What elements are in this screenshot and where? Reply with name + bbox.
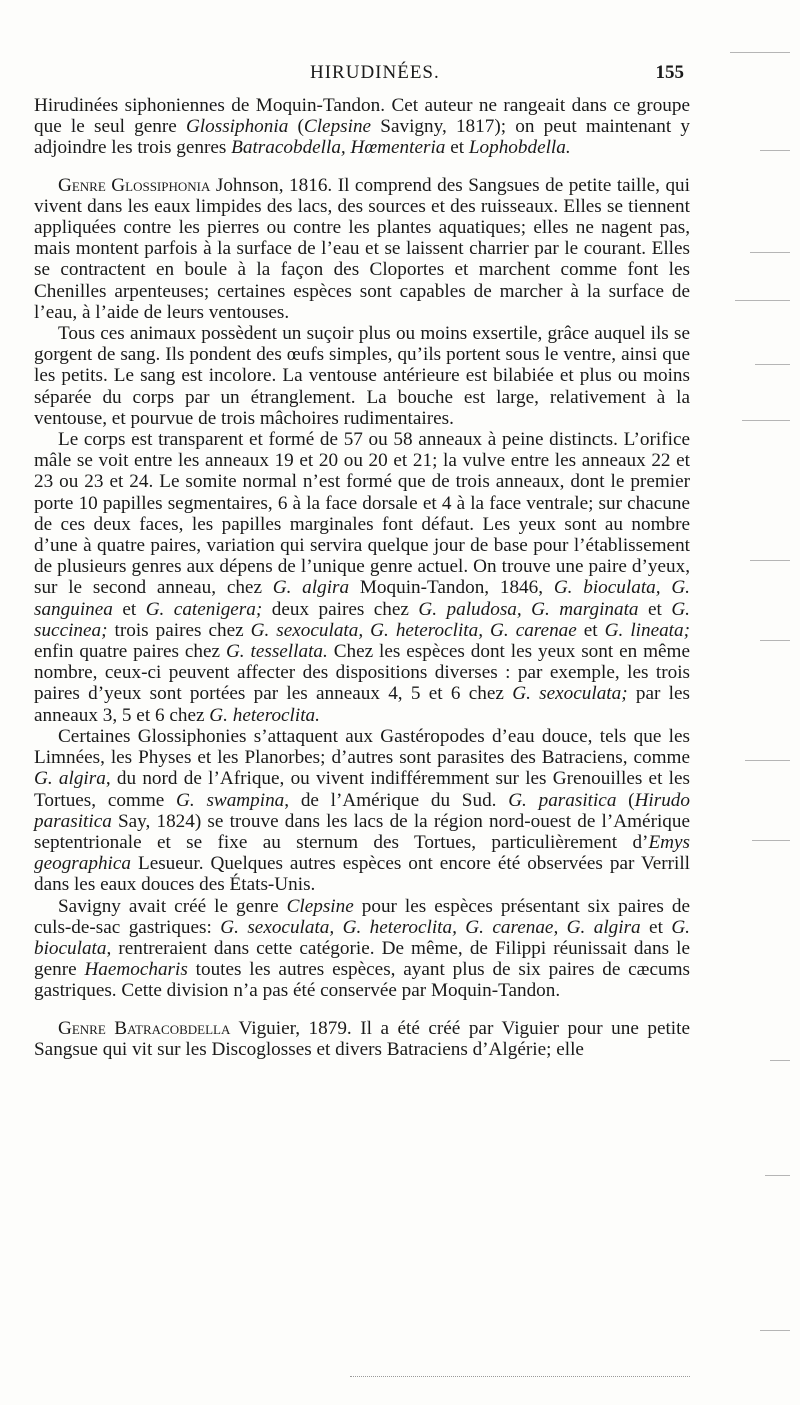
text-run: G. parasitica <box>508 789 617 811</box>
text-run: Say, 1824) se trouve dans les lacs de la région nord-ouest de l’Amérique septentrionale et se fixe au sternum des Tortues, particulièrement d’ <box>34 810 690 853</box>
text-run: , de l’Amérique du Sud. <box>284 789 509 811</box>
text-run: G. swampina <box>176 789 285 811</box>
text-run: par les anneaux 3, 5 et 6 chez <box>34 683 690 726</box>
text-run: Lesueur. Quelques autres espèces ont encore été observées par Verrill dans les eaux douces des États-Unis. <box>34 853 690 896</box>
text-run: Genre Glossiphonia <box>58 174 211 196</box>
running-head: HIRUDINÉES. <box>310 62 440 83</box>
paragraph-gap <box>34 159 690 175</box>
text-run: , rentreraient dans cette catégorie. De même, de Filippi réunissait dans le genre <box>34 937 690 981</box>
text-run: Le corps est transparent et formé de 57 ou 58 anneaux à peine distincts. L’orifice mâle se voit entre les anneaux 19 et 20 ou 20 et 21; la vulve entre les anneaux 22 et 23 ou 23 et 24. Le somite normal n’est formé que de trois anneaux, dont le premier porte 10 papilles segmentaires, 6 à la face dorsale et 4 à la face ventrale; sur chacune de ces deux faces, les papilles marginales font défaut. Les yeux sont au nombre d’une à quatre paires, variation qui servira quelque jour de base pour l’établissement de plusieurs genres aux dépens de l’unique genre actuel. On trouve une paire d’yeux, sur le second anneau, chez <box>34 429 690 599</box>
body-text <box>34 95 690 1060</box>
page-header <box>34 62 684 90</box>
text-run: Certaines Glossiphonies s’attaquent aux Gastéropodes d’eau douce, tels que les Limnées, les Physes et les Planorbes; d’autres sont parasites des Batraciens, comme <box>34 725 690 769</box>
text-run: Genre Batracobdella <box>58 1017 231 1039</box>
text-run: et <box>576 619 605 641</box>
paragraph <box>34 726 690 896</box>
text-run: pour les espèces présentant six paires de culs-de-sac gastriques: <box>34 895 691 938</box>
text-run: Hirudo parasitica <box>34 789 690 832</box>
text-run: et <box>640 916 672 938</box>
text-run: ( <box>616 789 635 811</box>
page-number: 155 <box>655 62 684 83</box>
text-run: Clepsine <box>286 895 354 917</box>
bottom-scan-marks <box>350 1376 690 1379</box>
text-run: Savigny avait créé le genre <box>58 895 287 917</box>
text-run: Hirudinées siphoniennes de Moquin-Tandon. Cet auteur ne rangeait dans ce groupe que le seul genre <box>34 95 690 138</box>
text-run: Clepsine <box>303 116 372 138</box>
paragraph <box>34 1018 690 1060</box>
text-run: G. algira <box>34 768 106 790</box>
text-run: Batracobdella, Hœmenteria <box>231 137 446 159</box>
paragraph <box>34 896 690 1002</box>
text-run: Savigny, 1817); on peut maintenant y adjoindre les trois genres <box>34 116 690 159</box>
text-run: G. lineata; <box>604 619 690 641</box>
text-run: , du nord de l’Afrique, ou vivent indifféremment sur les Grenouilles et les Tortues, comme <box>34 768 690 811</box>
text-run: Tous ces animaux possèdent un suçoir plus ou moins exsertile, grâce auquel ils se gorgent de sang. Ils pondent des œufs simples, qu’ils portent sous le ventre, ainsi que les petits. Le sang est incolore. La ventouse antérieure est bilabiée et plus ou moins séparée du corps par un étranglement. La bouche est large, relativement à la ventouse, et pourvue de trois mâchoires rudimentaires. <box>34 323 690 429</box>
text-run: G. sexoculata; <box>512 683 628 705</box>
paragraph <box>34 175 690 323</box>
text-run: enfin quatre paires chez <box>34 641 226 663</box>
text-run: G. bioculata <box>34 916 690 959</box>
text-run: G. tessellata. <box>225 641 328 663</box>
paragraph-gap <box>34 1002 690 1018</box>
text-run: toutes les autres espèces, ayant plus de six paires de cæcums gastriques. Cette division n’a pas été conservée par Moquin-Tandon. <box>34 959 690 1002</box>
text-run: G. sexoculata, G. heteroclita, G. carenae, G. algira <box>220 916 641 938</box>
text-run: Haemocharis <box>84 959 188 981</box>
text-run: deux paires chez <box>262 598 419 620</box>
text-run: Emys geographica <box>34 831 690 875</box>
text-run: Moquin-Tandon, 1846, <box>349 577 554 599</box>
paragraph <box>34 429 690 726</box>
text-run: trois paires chez <box>107 619 251 641</box>
text-run: et <box>638 598 672 620</box>
text-run: et <box>445 137 469 159</box>
text-run: Chez les espèces dont les yeux sont en même nombre, ceux-ci peuvent affecter des dispositions diverses : par exemple, les trois paires d’yeux sont portées par les anneaux 4, 5 et 6 chez <box>34 641 690 705</box>
text-run: Glossiphonia <box>185 116 289 138</box>
text-run: G. succinea; <box>34 598 690 641</box>
text-run: G. catenigera; <box>145 598 263 620</box>
text-run: G. heteroclita. <box>209 704 320 726</box>
text-run: G. sexoculata, G. heteroclita, G. carenae <box>250 619 577 641</box>
paragraph <box>34 95 690 159</box>
margin-scan-marks <box>720 0 790 1405</box>
text-run: Viguier, 1879. Il a été créé par Viguier pour une petite Sangsue qui vit sur les Discoglosses et divers Batraciens d’Algérie; elle <box>34 1017 690 1060</box>
text-run: Johnson, 1816. Il comprend des Sangsues de petite taille, qui vivent dans les eaux limpides des lacs, des sources et des ruisseaux. Elles se tiennent appliquées contre les pierres ou contre les plantes aquatiques; elles ne nagent pas, mais montent parfois à la surface de l’eau et se laissent charrier par le courant. Elles se contractent en boule à la façon des Cloportes et marchent comme font les Chenilles arpenteuses; certaines espèces sont capables de marcher à la surface de l’eau, à l’aide de leurs ventouses. <box>34 174 690 323</box>
text-run: G. algira <box>272 577 350 599</box>
text-run: G. paludosa, G. marginata <box>418 598 639 620</box>
text-run: et <box>112 598 146 620</box>
text-run: ( <box>288 116 304 138</box>
paragraph <box>34 323 690 429</box>
text-run: Lophobdella. <box>468 137 571 159</box>
text-run: G. bioculata, G. sanguinea <box>34 577 690 620</box>
